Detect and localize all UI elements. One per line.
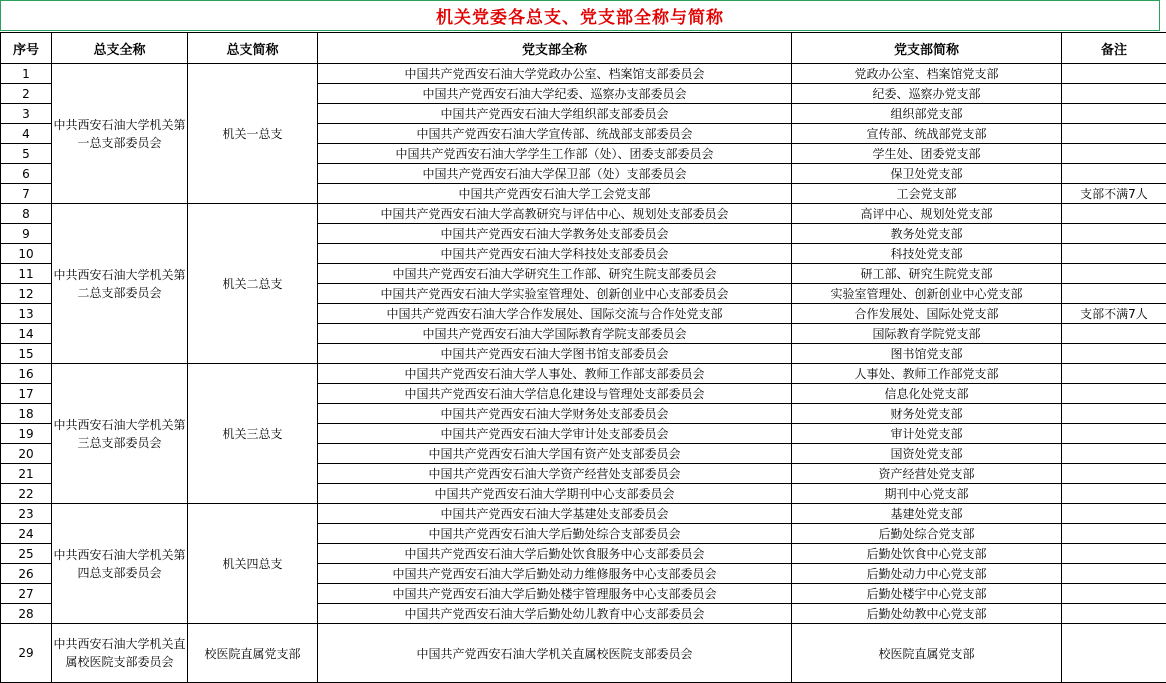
branch-remark (1062, 64, 1166, 84)
header-row (1, 33, 1166, 64)
branch-remark (1062, 524, 1166, 544)
branch-remark: 支部不满7人 (1062, 304, 1166, 324)
branch-full-name: 中国共产党西安石油大学后勤处幼儿教育中心支部委员会 (318, 604, 792, 624)
header-branch-full: 党支部全称 (318, 33, 792, 64)
branch-remark (1062, 284, 1166, 304)
branch-remark (1062, 504, 1166, 524)
row-seq: 22 (1, 484, 52, 504)
row-seq: 1 (1, 64, 52, 84)
row-seq: 25 (1, 544, 52, 564)
row-seq: 21 (1, 464, 52, 484)
branch-remark (1062, 584, 1166, 604)
branch-short-name: 工会党支部 (792, 184, 1062, 204)
branch-short-name: 审计处党支部 (792, 424, 1062, 444)
branch-full-name: 中国共产党西安石油大学基建处支部委员会 (318, 504, 792, 524)
branch-short-name: 纪委、巡察办党支部 (792, 84, 1062, 104)
row-seq: 27 (1, 584, 52, 604)
branch-full-name: 中国共产党西安石油大学财务处支部委员会 (318, 404, 792, 424)
title-bar (0, 0, 1160, 31)
branch-remark (1062, 344, 1166, 364)
row-seq: 14 (1, 324, 52, 344)
branch-full-name: 中国共产党西安石油大学保卫部（处）支部委员会 (318, 164, 792, 184)
branch-short-name: 国际教育学院党支部 (792, 324, 1062, 344)
branch-full-name: 中国共产党西安石油大学研究生工作部、研究生院支部委员会 (318, 264, 792, 284)
row-seq: 26 (1, 564, 52, 584)
branch-remark (1062, 104, 1166, 124)
row-seq: 24 (1, 524, 52, 544)
branch-remark (1062, 604, 1166, 624)
branch-full-name: 中国共产党西安石油大学后勤处综合支部委员会 (318, 524, 792, 544)
row-seq: 7 (1, 184, 52, 204)
general-branch-short-name: 机关二总支 (188, 204, 318, 364)
branch-short-name: 后勤处综合党支部 (792, 524, 1062, 544)
branch-full-name: 中国共产党西安石油大学合作发展处、国际交流与合作处党支部 (318, 304, 792, 324)
table-row (1, 364, 1166, 384)
branch-remark (1062, 544, 1166, 564)
branch-short-name: 国资处党支部 (792, 444, 1062, 464)
branch-short-name: 资产经营处党支部 (792, 464, 1062, 484)
branch-full-name: 中国共产党西安石油大学后勤处动力维修服务中心支部委员会 (318, 564, 792, 584)
general-branch-full-name: 中共西安石油大学机关第三总支部委员会 (52, 364, 188, 504)
branch-short-name: 教务处党支部 (792, 224, 1062, 244)
branch-remark (1062, 564, 1166, 584)
row-seq: 5 (1, 144, 52, 164)
row-seq: 28 (1, 604, 52, 624)
branch-short-name: 保卫处党支部 (792, 164, 1062, 184)
branch-table (0, 32, 1166, 683)
header-seq: 序号 (1, 33, 52, 64)
table-row (1, 204, 1166, 224)
branch-full-name: 中国共产党西安石油大学期刊中心支部委员会 (318, 484, 792, 504)
branch-remark (1062, 204, 1166, 224)
branch-remark (1062, 424, 1166, 444)
branch-short-name: 后勤处动力中心党支部 (792, 564, 1062, 584)
branch-short-name: 基建处党支部 (792, 504, 1062, 524)
branch-remark (1062, 464, 1166, 484)
branch-full-name: 中国共产党西安石油大学教务处支部委员会 (318, 224, 792, 244)
general-branch-short-name: 机关一总支 (188, 64, 318, 204)
general-branch-full-name: 中共西安石油大学机关第四总支部委员会 (52, 504, 188, 624)
branch-short-name: 宣传部、统战部党支部 (792, 124, 1062, 144)
branch-full-name: 中国共产党西安石油大学高教研究与评估中心、规划处支部委员会 (318, 204, 792, 224)
branch-short-name: 信息化处党支部 (792, 384, 1062, 404)
branch-remark (1062, 404, 1166, 424)
row-seq: 20 (1, 444, 52, 464)
branch-remark (1062, 224, 1166, 244)
branch-full-name: 中国共产党西安石油大学工会党支部 (318, 184, 792, 204)
row-seq: 8 (1, 204, 52, 224)
branch-remark (1062, 84, 1166, 104)
branch-full-name: 中国共产党西安石油大学人事处、教师工作部支部委员会 (318, 364, 792, 384)
branch-remark (1062, 324, 1166, 344)
branch-full-name: 中国共产党西安石油大学机关直属校医院支部委员会 (318, 624, 792, 683)
branch-remark (1062, 124, 1166, 144)
row-seq: 4 (1, 124, 52, 144)
branch-full-name: 中国共产党西安石油大学宣传部、统战部支部委员会 (318, 124, 792, 144)
branch-full-name: 中国共产党西安石油大学科技处支部委员会 (318, 244, 792, 264)
branch-full-name: 中国共产党西安石油大学资产经营处支部委员会 (318, 464, 792, 484)
branch-remark (1062, 164, 1166, 184)
branch-full-name: 中国共产党西安石油大学纪委、巡察办支部委员会 (318, 84, 792, 104)
branch-remark (1062, 244, 1166, 264)
branch-full-name: 中国共产党西安石油大学国际教育学院支部委员会 (318, 324, 792, 344)
branch-full-name: 中国共产党西安石油大学实验室管理处、创新创业中心支部委员会 (318, 284, 792, 304)
branch-short-name: 研工部、研究生院党支部 (792, 264, 1062, 284)
branch-short-name: 学生处、团委党支部 (792, 144, 1062, 164)
general-branch-full-name: 中共西安石油大学机关第二总支部委员会 (52, 204, 188, 364)
general-branch-full-name: 中共西安石油大学机关第一总支部委员会 (52, 64, 188, 204)
row-seq: 23 (1, 504, 52, 524)
branch-remark (1062, 364, 1166, 384)
branch-full-name: 中国共产党西安石油大学党政办公室、档案馆支部委员会 (318, 64, 792, 84)
row-seq: 3 (1, 104, 52, 124)
row-seq: 9 (1, 224, 52, 244)
branch-remark (1062, 144, 1166, 164)
row-seq: 15 (1, 344, 52, 364)
branch-short-name: 合作发展处、国际处党支部 (792, 304, 1062, 324)
branch-full-name: 中国共产党西安石油大学学生工作部（处）、团委支部委员会 (318, 144, 792, 164)
general-branch-short-name: 机关四总支 (188, 504, 318, 624)
branch-short-name: 高评中心、规划处党支部 (792, 204, 1062, 224)
branch-short-name: 人事处、教师工作部党支部 (792, 364, 1062, 384)
branch-remark (1062, 624, 1166, 683)
branch-short-name: 财务处党支部 (792, 404, 1062, 424)
branch-full-name: 中国共产党西安石油大学国有资产处支部委员会 (318, 444, 792, 464)
row-seq: 12 (1, 284, 52, 304)
row-seq: 16 (1, 364, 52, 384)
row-seq: 2 (1, 84, 52, 104)
row-seq: 19 (1, 424, 52, 444)
row-seq: 17 (1, 384, 52, 404)
branch-remark (1062, 484, 1166, 504)
row-seq: 11 (1, 264, 52, 284)
row-seq: 29 (1, 624, 52, 683)
branch-short-name: 后勤处饮食中心党支部 (792, 544, 1062, 564)
row-seq: 10 (1, 244, 52, 264)
branch-full-name: 中国共产党西安石油大学后勤处饮食服务中心支部委员会 (318, 544, 792, 564)
branch-short-name: 后勤处楼宇中心党支部 (792, 584, 1062, 604)
general-branch-short-name: 校医院直属党支部 (188, 624, 318, 683)
branch-short-name: 后勤处幼教中心党支部 (792, 604, 1062, 624)
header-remark: 备注 (1062, 33, 1166, 64)
table-row (1, 504, 1166, 524)
branch-full-name: 中国共产党西安石油大学审计处支部委员会 (318, 424, 792, 444)
table-row (1, 64, 1166, 84)
branch-remark (1062, 264, 1166, 284)
row-seq: 13 (1, 304, 52, 324)
branch-full-name: 中国共产党西安石油大学信息化建设与管理处支部委员会 (318, 384, 792, 404)
header-general-short: 总支简称 (188, 33, 318, 64)
branch-full-name: 中国共产党西安石油大学组织部支部委员会 (318, 104, 792, 124)
page-title: 机关党委各总支、党支部全称与简称 (436, 8, 724, 28)
branch-remark (1062, 444, 1166, 464)
branch-full-name: 中国共产党西安石油大学图书馆支部委员会 (318, 344, 792, 364)
branch-full-name: 中国共产党西安石油大学后勤处楼宇管理服务中心支部委员会 (318, 584, 792, 604)
row-seq: 18 (1, 404, 52, 424)
table-row (1, 624, 1166, 683)
branch-short-name: 科技处党支部 (792, 244, 1062, 264)
branch-short-name: 党政办公室、档案馆党支部 (792, 64, 1062, 84)
branch-short-name: 期刊中心党支部 (792, 484, 1062, 504)
branch-short-name: 校医院直属党支部 (792, 624, 1062, 683)
branch-remark (1062, 384, 1166, 404)
header-branch-short: 党支部简称 (792, 33, 1062, 64)
branch-short-name: 图书馆党支部 (792, 344, 1062, 364)
general-branch-short-name: 机关三总支 (188, 364, 318, 504)
branch-remark: 支部不满7人 (1062, 184, 1166, 204)
general-branch-full-name: 中共西安石油大学机关直属校医院支部委员会 (52, 624, 188, 683)
row-seq: 6 (1, 164, 52, 184)
header-general-full: 总支全称 (52, 33, 188, 64)
branch-short-name: 组织部党支部 (792, 104, 1062, 124)
branch-short-name: 实验室管理处、创新创业中心党支部 (792, 284, 1062, 304)
